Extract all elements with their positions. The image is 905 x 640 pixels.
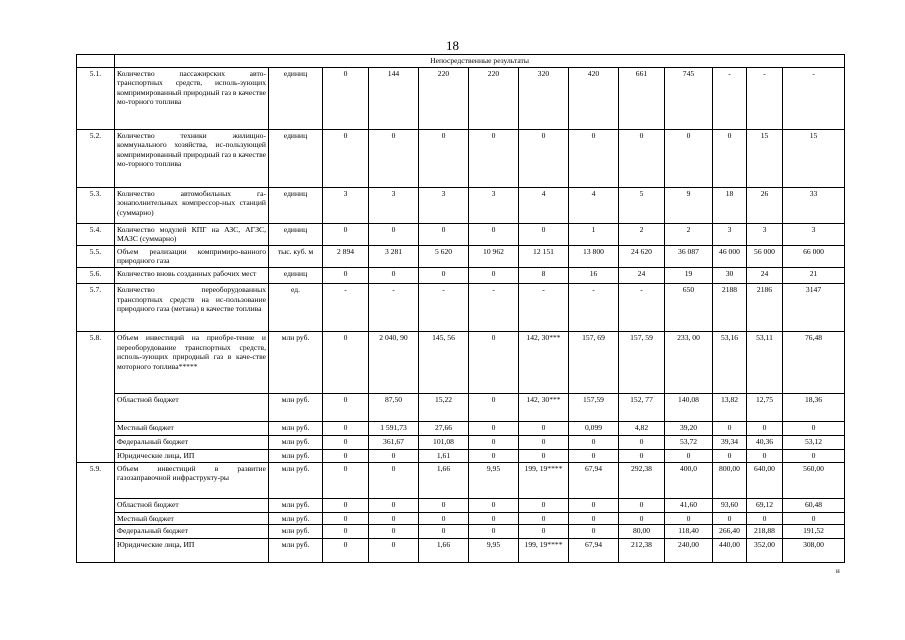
value-cell: 0 — [665, 449, 713, 462]
value-cell: - — [369, 283, 419, 331]
unit-cell: единиц — [269, 187, 323, 223]
value-cell: 19 — [665, 267, 713, 283]
value-cell: 3 — [783, 223, 845, 245]
value-cell: 3 — [323, 187, 369, 223]
value-cell: 661 — [619, 67, 665, 129]
value-cell: 3 281 — [369, 245, 419, 267]
value-cell: 4 — [519, 187, 569, 223]
value-cell: 440,00 — [713, 539, 747, 563]
value-cell: 218,88 — [747, 525, 783, 539]
table-row — [77, 187, 845, 223]
corner-mark: н — [836, 567, 840, 575]
value-cell: 0 — [369, 449, 419, 462]
row-number: 5.8. — [77, 331, 115, 393]
value-cell: 220 — [419, 67, 469, 129]
indicator-name: Объем инвестиций на приобре-тение и переоборудование транспортных средств, исполь-зующих природный газ в каче-стве моторного топлива***** — [115, 331, 269, 393]
value-cell: 33 — [783, 187, 845, 223]
value-cell: 16 — [569, 267, 619, 283]
value-cell: - — [469, 283, 519, 331]
indicator-name: Юридические лица, ИП — [115, 539, 269, 563]
value-cell: 9 — [665, 187, 713, 223]
value-cell: 2 040, 90 — [369, 331, 419, 393]
page-number: 18 — [446, 38, 459, 53]
indicator-name: Местный бюджет — [115, 512, 269, 525]
value-cell: 0 — [323, 393, 369, 421]
unit-cell: единиц — [269, 129, 323, 187]
row-number: 5.1. — [77, 67, 115, 129]
value-cell: 266,40 — [713, 525, 747, 539]
value-cell: 142, 30*** — [519, 331, 569, 393]
value-cell: 4,82 — [619, 421, 665, 435]
value-cell: - — [519, 283, 569, 331]
value-cell: 0 — [619, 512, 665, 525]
value-cell: 15 — [747, 129, 783, 187]
unit-cell: млн руб. — [269, 393, 323, 421]
indicator-name: Местный бюджет — [115, 421, 269, 435]
value-cell: 0 — [665, 512, 713, 525]
value-cell: 0 — [323, 421, 369, 435]
table-row — [77, 449, 845, 462]
value-cell: 0 — [713, 512, 747, 525]
value-cell: 12 151 — [519, 245, 569, 267]
value-cell: 1,66 — [419, 462, 469, 498]
value-cell: 0 — [569, 449, 619, 462]
indicator-name: Количество переоборудованных транспортных средств на ис-пользование природного газа (метана) в качестве топлива — [115, 283, 269, 331]
value-cell: - — [747, 67, 783, 129]
value-cell: - — [419, 283, 469, 331]
value-cell: 39,20 — [665, 421, 713, 435]
table-row — [77, 525, 845, 539]
unit-cell: млн руб. — [269, 331, 323, 393]
value-cell: 640,00 — [747, 462, 783, 498]
value-cell: 0 — [323, 449, 369, 462]
results-table — [76, 54, 845, 563]
value-cell: 0 — [419, 498, 469, 512]
value-cell: 650 — [665, 283, 713, 331]
row-number — [77, 449, 115, 462]
value-cell: 9,95 — [469, 539, 519, 563]
value-cell: 0 — [569, 525, 619, 539]
section-header-row — [77, 55, 845, 68]
value-cell: 0 — [419, 223, 469, 245]
indicator-name: Количество пассажирских авто-транспортных средств, исполь-зующих компримированный природный газ в качестве мо-торного топлива — [115, 67, 269, 129]
value-cell: 0 — [369, 512, 419, 525]
value-cell: - — [713, 67, 747, 129]
value-cell: 0 — [747, 421, 783, 435]
value-cell: 0 — [747, 512, 783, 525]
unit-cell: млн руб. — [269, 435, 323, 449]
value-cell: 41,60 — [665, 498, 713, 512]
value-cell: 308,00 — [783, 539, 845, 563]
value-cell: 199, 19**** — [519, 462, 569, 498]
value-cell: 0 — [419, 512, 469, 525]
value-cell: 0 — [323, 331, 369, 393]
value-cell: 0 — [369, 498, 419, 512]
value-cell: 0 — [619, 498, 665, 512]
value-cell: 0 — [783, 512, 845, 525]
value-cell: 8 — [519, 267, 569, 283]
row-number — [77, 421, 115, 435]
value-cell: 76,48 — [783, 331, 845, 393]
value-cell: 400,0 — [665, 462, 713, 498]
value-cell: 118,40 — [665, 525, 713, 539]
value-cell: 2186 — [747, 283, 783, 331]
value-cell: 60,48 — [783, 498, 845, 512]
value-cell: 144 — [369, 67, 419, 129]
value-cell: 4 — [569, 187, 619, 223]
indicator-name: Объем реализации компримиро-ванного природного газа — [115, 245, 269, 267]
unit-cell: млн руб. — [269, 449, 323, 462]
value-cell: 0 — [619, 449, 665, 462]
unit-cell: млн руб. — [269, 462, 323, 498]
value-cell: 69,12 — [747, 498, 783, 512]
table-row — [77, 462, 845, 498]
value-cell: 0 — [369, 525, 419, 539]
value-cell: 0 — [323, 525, 369, 539]
value-cell: 0 — [747, 449, 783, 462]
value-cell: 0 — [369, 539, 419, 563]
value-cell: 352,00 — [747, 539, 783, 563]
value-cell: 0 — [783, 421, 845, 435]
value-cell: 142, 30*** — [519, 393, 569, 421]
unit-cell: млн руб. — [269, 525, 323, 539]
value-cell: 292,38 — [619, 462, 665, 498]
value-cell: - — [783, 67, 845, 129]
value-cell: 0 — [323, 512, 369, 525]
row-number — [77, 435, 115, 449]
value-cell: 5 620 — [419, 245, 469, 267]
value-cell: 0 — [713, 421, 747, 435]
table-row — [77, 67, 845, 129]
value-cell: 0 — [569, 129, 619, 187]
value-cell: 745 — [665, 67, 713, 129]
value-cell: 157, 69 — [569, 331, 619, 393]
value-cell: 2 — [619, 223, 665, 245]
value-cell: 5 — [619, 187, 665, 223]
table-row — [77, 539, 845, 563]
value-cell: - — [619, 283, 665, 331]
value-cell: 157,59 — [569, 393, 619, 421]
value-cell: 0 — [323, 129, 369, 187]
indicator-name: Количество вновь созданных рабочих мест — [115, 267, 269, 283]
value-cell: 0 — [469, 129, 519, 187]
value-cell: 0 — [713, 449, 747, 462]
value-cell: 220 — [469, 67, 519, 129]
value-cell: 0 — [519, 498, 569, 512]
indicator-name: Юридические лица, ИП — [115, 449, 269, 462]
value-cell: 0 — [469, 393, 519, 421]
value-cell: 0,099 — [569, 421, 619, 435]
value-cell: 15 — [783, 129, 845, 187]
value-cell: 0 — [323, 435, 369, 449]
row-number: 5.2. — [77, 129, 115, 187]
value-cell: 0 — [369, 462, 419, 498]
table-row — [77, 512, 845, 525]
value-cell: 21 — [783, 267, 845, 283]
value-cell: 212,38 — [619, 539, 665, 563]
value-cell: 0 — [323, 539, 369, 563]
indicator-name: Объем инвестиций в развитие газозаправочной инфраструкту-ры — [115, 462, 269, 498]
value-cell: 0 — [369, 223, 419, 245]
value-cell: 157, 59 — [619, 331, 665, 393]
value-cell: 24 — [747, 267, 783, 283]
table-row — [77, 245, 845, 267]
value-cell: 0 — [419, 267, 469, 283]
value-cell: 0 — [519, 525, 569, 539]
row-number: 5.5. — [77, 245, 115, 267]
value-cell: 93,60 — [713, 498, 747, 512]
table-row — [77, 421, 845, 435]
row-number: 5.7. — [77, 283, 115, 331]
unit-cell: единиц — [269, 67, 323, 129]
indicator-name: Областной бюджет — [115, 498, 269, 512]
value-cell: 0 — [619, 435, 665, 449]
value-cell: 1 591,73 — [369, 421, 419, 435]
row-number — [77, 525, 115, 539]
value-cell: 53,12 — [783, 435, 845, 449]
indicator-name: Количество модулей КПГ на АЗС, АГЗС, МАЗС (суммарно) — [115, 223, 269, 245]
value-cell: 53,72 — [665, 435, 713, 449]
row-number — [77, 539, 115, 563]
value-cell: 2188 — [713, 283, 747, 331]
value-cell: 53,16 — [713, 331, 747, 393]
indicator-name: Областной бюджет — [115, 393, 269, 421]
value-cell: 152, 77 — [619, 393, 665, 421]
value-cell: 0 — [323, 498, 369, 512]
row-number: 5.9. — [77, 462, 115, 498]
value-cell: 1 — [569, 223, 619, 245]
value-cell: 1,66 — [419, 539, 469, 563]
value-cell: 9,95 — [469, 462, 519, 498]
value-cell: 0 — [469, 435, 519, 449]
value-cell: 0 — [323, 67, 369, 129]
value-cell: 36 087 — [665, 245, 713, 267]
table-row — [77, 283, 845, 331]
table-row — [77, 435, 845, 449]
value-cell: 145, 56 — [419, 331, 469, 393]
value-cell: 233, 00 — [665, 331, 713, 393]
table-row — [77, 129, 845, 187]
value-cell: 30 — [713, 267, 747, 283]
value-cell: 15,22 — [419, 393, 469, 421]
table-row — [77, 223, 845, 245]
row-number — [77, 512, 115, 525]
value-cell: 24 620 — [619, 245, 665, 267]
row-number: 5.4. — [77, 223, 115, 245]
table-row — [77, 393, 845, 421]
value-cell: 80,00 — [619, 525, 665, 539]
value-cell: 40,36 — [747, 435, 783, 449]
unit-cell: млн руб. — [269, 421, 323, 435]
value-cell: - — [323, 283, 369, 331]
row-number — [77, 498, 115, 512]
unit-cell: млн руб. — [269, 498, 323, 512]
value-cell: 320 — [519, 67, 569, 129]
value-cell: 560,00 — [783, 462, 845, 498]
value-cell: 0 — [323, 267, 369, 283]
value-cell: 361,67 — [369, 435, 419, 449]
value-cell: 56 000 — [747, 245, 783, 267]
unit-cell: единиц — [269, 223, 323, 245]
value-cell: 0 — [519, 512, 569, 525]
value-cell: 0 — [369, 129, 419, 187]
unit-cell: единиц — [269, 267, 323, 283]
value-cell: 0 — [323, 462, 369, 498]
unit-cell: млн руб. — [269, 539, 323, 563]
row-number: 5.3. — [77, 187, 115, 223]
value-cell: 46 000 — [713, 245, 747, 267]
value-cell: 3 — [469, 187, 519, 223]
value-cell: 0 — [469, 449, 519, 462]
value-cell: 0 — [665, 129, 713, 187]
table-row — [77, 267, 845, 283]
value-cell: 0 — [469, 525, 519, 539]
value-cell: 0 — [569, 512, 619, 525]
value-cell: 0 — [469, 421, 519, 435]
value-cell: 18,36 — [783, 393, 845, 421]
section-title: Непосредственные результаты — [115, 55, 845, 68]
value-cell: 1,61 — [419, 449, 469, 462]
value-cell: 39,34 — [713, 435, 747, 449]
value-cell: 66 000 — [783, 245, 845, 267]
value-cell: 27,66 — [419, 421, 469, 435]
indicator-name: Количество техники жилищно-коммунального хозяйства, ис-пользующей компримированный природный газ в качестве мо-торного топлива — [115, 129, 269, 187]
value-cell: 0 — [619, 129, 665, 187]
indicator-name: Федеральный бюджет — [115, 435, 269, 449]
unit-cell: тыс. куб. м — [269, 245, 323, 267]
value-cell: 87,50 — [369, 393, 419, 421]
row-number — [77, 393, 115, 421]
table-row — [77, 498, 845, 512]
value-cell: 191,52 — [783, 525, 845, 539]
value-cell: 53,11 — [747, 331, 783, 393]
value-cell: 3 — [419, 187, 469, 223]
value-cell: 0 — [469, 331, 519, 393]
table-row — [77, 331, 845, 393]
value-cell: 3 — [369, 187, 419, 223]
indicator-name: Количество автомобильных га-зонаполнительных компрессор-ных станций (суммарно) — [115, 187, 269, 223]
value-cell: 0 — [519, 435, 569, 449]
value-cell: 0 — [369, 267, 419, 283]
value-cell: 18 — [713, 187, 747, 223]
value-cell: 0 — [419, 525, 469, 539]
value-cell: 0 — [519, 421, 569, 435]
value-cell: 3 — [747, 223, 783, 245]
value-cell: 101,08 — [419, 435, 469, 449]
value-cell: 0 — [469, 498, 519, 512]
value-cell: 3147 — [783, 283, 845, 331]
value-cell: 0 — [469, 223, 519, 245]
unit-cell: ед. — [269, 283, 323, 331]
value-cell: 13,82 — [713, 393, 747, 421]
value-cell: 240,00 — [665, 539, 713, 563]
value-cell: 2 — [665, 223, 713, 245]
value-cell: 3 — [713, 223, 747, 245]
value-cell: 67,94 — [569, 539, 619, 563]
value-cell: 13 800 — [569, 245, 619, 267]
value-cell: 67,94 — [569, 462, 619, 498]
row-number: 5.6. — [77, 267, 115, 283]
value-cell: 140,08 — [665, 393, 713, 421]
value-cell: - — [569, 283, 619, 331]
value-cell: 199, 19**** — [519, 539, 569, 563]
value-cell: 0 — [569, 498, 619, 512]
value-cell: 0 — [469, 267, 519, 283]
value-cell: 0 — [519, 129, 569, 187]
value-cell: 420 — [569, 67, 619, 129]
value-cell: 0 — [469, 512, 519, 525]
value-cell: 0 — [323, 223, 369, 245]
value-cell: 2 894 — [323, 245, 369, 267]
value-cell: 26 — [747, 187, 783, 223]
value-cell: 0 — [569, 435, 619, 449]
indicator-name: Федеральный бюджет — [115, 525, 269, 539]
value-cell: 800,00 — [713, 462, 747, 498]
unit-cell: млн руб. — [269, 512, 323, 525]
value-cell: 0 — [419, 129, 469, 187]
value-cell: 12,75 — [747, 393, 783, 421]
value-cell: 0 — [713, 129, 747, 187]
value-cell: 0 — [519, 449, 569, 462]
value-cell: 24 — [619, 267, 665, 283]
value-cell: 10 962 — [469, 245, 519, 267]
value-cell: 0 — [519, 223, 569, 245]
value-cell: 0 — [783, 449, 845, 462]
